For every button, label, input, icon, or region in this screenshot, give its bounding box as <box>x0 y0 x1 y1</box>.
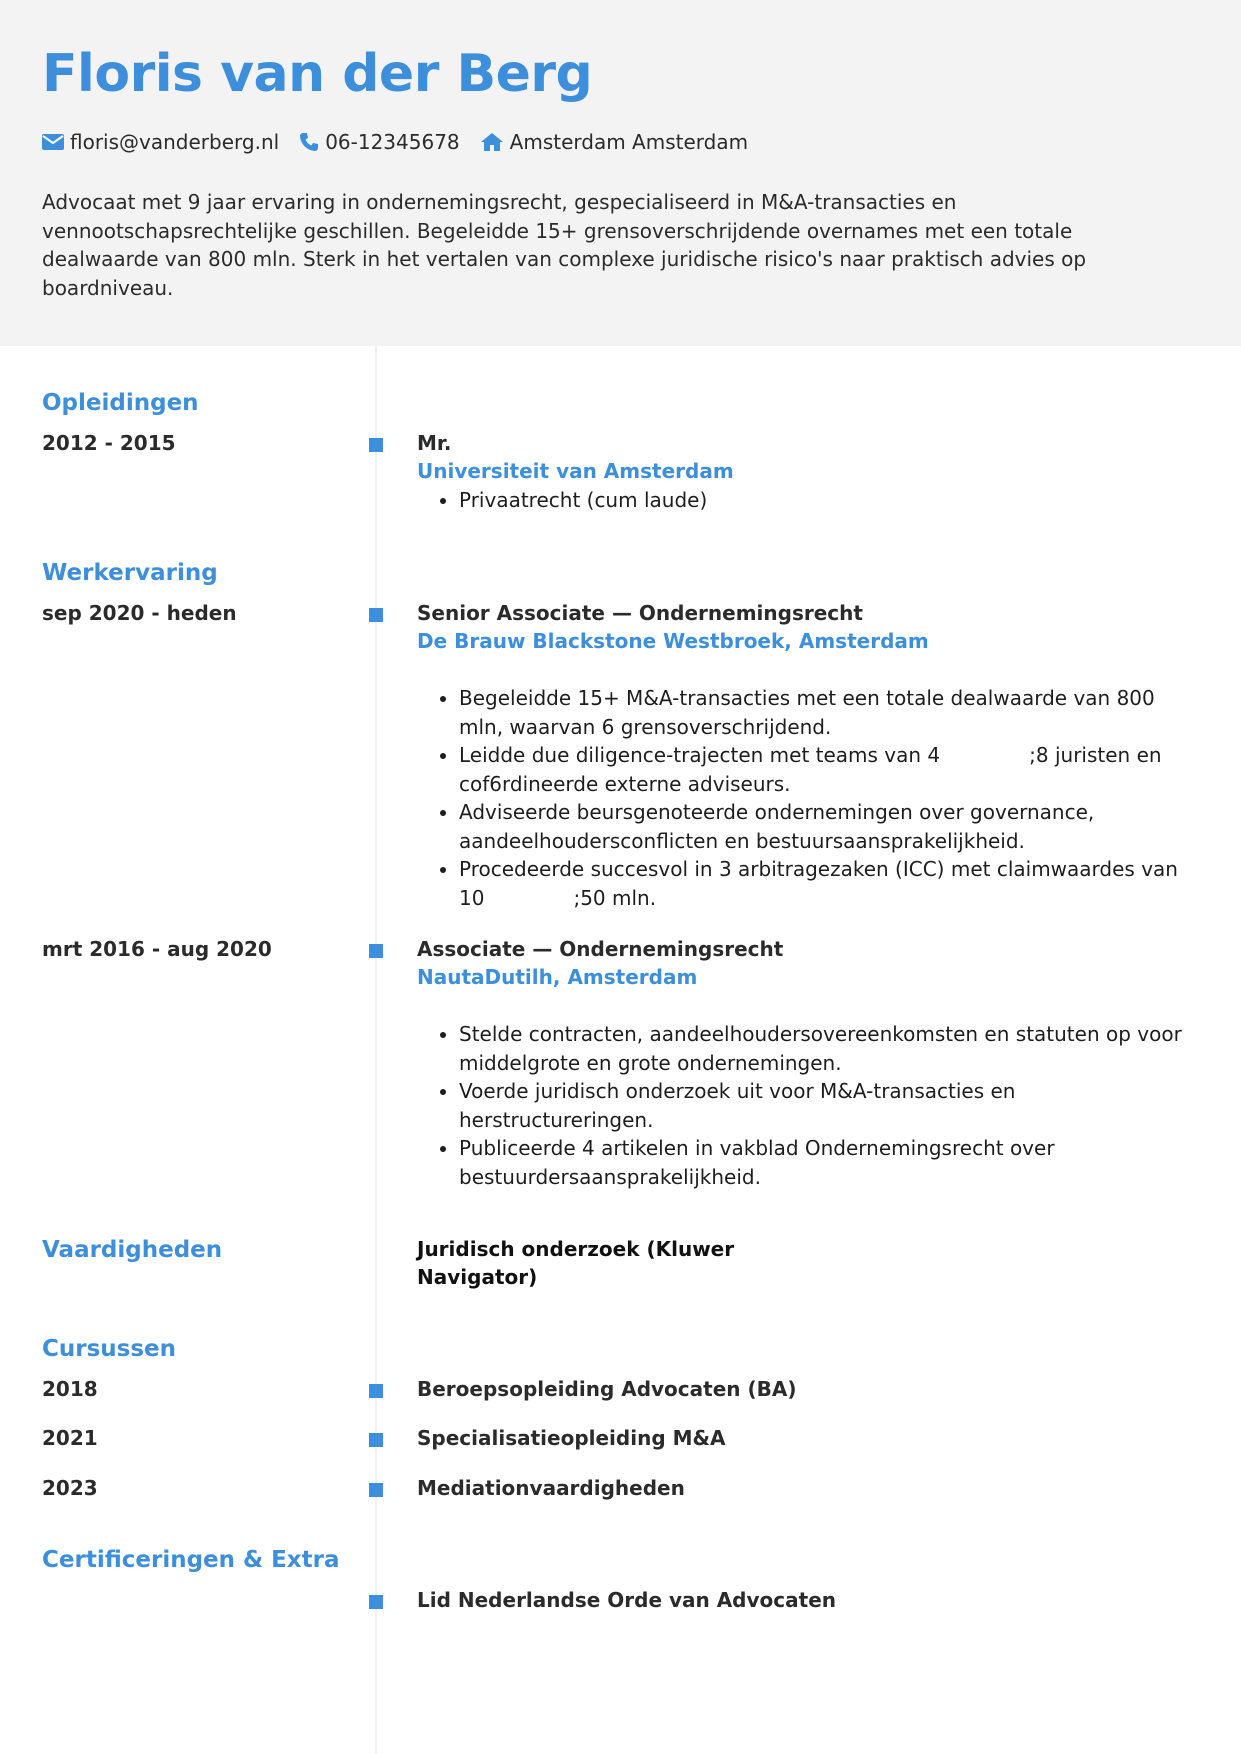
timeline-divider <box>375 346 377 1754</box>
work-company: NautaDutilh, Amsterdam <box>417 965 698 989</box>
bullet-item: • Voerde juridisch onderzoek uit voor M&A-transacties en herstructureringen. <box>459 1077 1197 1134</box>
work-entry <box>417 935 1197 1191</box>
section-title-certifications: Certificeringen & Extra <box>42 1547 340 1573</box>
work-date: mrt 2016 - aug 2020 <box>42 937 272 961</box>
work-bullets <box>417 684 1197 912</box>
work-role: Senior Associate — Ondernemingsrecht <box>417 601 863 625</box>
timeline-marker <box>369 608 383 622</box>
contact-email <box>42 130 279 154</box>
bullet-item: • Adviseerde beursgenoteerde ondernemingen over governance, aandeelhoudersconflicten en bestuursaansprakelijkheid. <box>459 798 1197 855</box>
resume-header <box>0 0 1241 346</box>
section-title-education: Opleidingen <box>42 390 199 416</box>
timeline-marker <box>369 1433 383 1447</box>
phone-text: 06-12345678 <box>325 130 460 154</box>
timeline-marker <box>369 944 383 958</box>
section-title-skills: Vaardigheden <box>42 1237 223 1263</box>
course-date: 2018 <box>42 1377 98 1401</box>
education-bullets <box>417 486 1197 515</box>
bullet-item: • Stelde contracten, aandeelhoudersovereenkomsten en statuten op voor middelgrote en grote ondernemingen. <box>459 1020 1197 1077</box>
email-text: floris@vanderberg.nl <box>70 130 280 154</box>
contact-bar <box>42 128 768 156</box>
envelope-icon <box>42 134 64 150</box>
course-entry <box>417 1375 1197 1403</box>
bullet-item: • Privaatrecht (cum laude) <box>459 486 1197 515</box>
course-name: Beroepsopleiding Advocaten (BA) <box>417 1377 797 1401</box>
bullet-item: • Leidde due diligence-trajecten met teams van 4 ;8 juristen en cof6rdineerde externe adviseurs. <box>459 741 1197 798</box>
timeline-marker <box>369 1595 383 1609</box>
bullet-item: • Begeleidde 15+ M&A-transacties met een totale dealwaarde van 800 mln, waarvan 6 grensoverschrijdend. <box>459 684 1197 741</box>
work-bullets <box>417 1020 1197 1191</box>
phone-icon <box>299 132 319 152</box>
home-icon <box>480 132 504 152</box>
work-entry <box>417 599 1197 912</box>
candidate-name: Floris van der Berg <box>42 44 593 104</box>
section-title-courses: Cursussen <box>42 1336 177 1362</box>
work-company: De Brauw Blackstone Westbroek, Amsterdam <box>417 629 929 653</box>
timeline-marker <box>369 438 383 452</box>
course-name: Specialisatieopleiding M&A <box>417 1426 726 1450</box>
bullet-item: • Procedeerde succesvol in 3 arbitragezaken (ICC) met claimwaardes van 10 ;50 mln. <box>459 855 1197 912</box>
bullet-item: • Publiceerde 4 artikelen in vakblad Ondernemingsrecht over bestuurdersaansprakelijkheid. <box>459 1134 1197 1191</box>
education-degree: Mr. <box>417 431 452 455</box>
work-role: Associate — Ondernemingsrecht <box>417 937 784 961</box>
timeline-marker <box>369 1483 383 1497</box>
section-title-work: Werkervaring <box>42 560 218 586</box>
timeline-marker <box>369 1384 383 1398</box>
contact-location <box>480 130 748 154</box>
contact-phone <box>299 130 459 154</box>
course-entry <box>417 1474 1197 1502</box>
education-date: 2012 - 2015 <box>42 431 176 455</box>
education-school: Universiteit van Amsterdam <box>417 459 734 483</box>
course-date: 2021 <box>42 1426 98 1450</box>
course-date: 2023 <box>42 1476 98 1500</box>
location-text: Amsterdam Amsterdam <box>509 130 749 154</box>
certification-entry <box>417 1586 1197 1614</box>
certification-name: Lid Nederlandse Orde van Advocaten <box>417 1588 836 1612</box>
course-name: Mediationvaardigheden <box>417 1476 685 1500</box>
education-entry <box>417 429 1197 515</box>
work-date: sep 2020 - heden <box>42 601 237 625</box>
profile-summary: Advocaat met 9 jaar ervaring in ondernemingsrecht, gespecialiseerd in M&A-transacties en vennootschapsrechtelijke geschillen. Begeleidde 15+ grensoverschrijdende overnames met een totale dealwaarde van 800 mln. Sterk in het vertalen van complexe juridische risico's naar praktisch advies op boardniveau. <box>42 190 1087 300</box>
course-entry <box>417 1424 1197 1452</box>
skill-item: Juridisch onderzoek (Kluwer Navigator) <box>417 1237 735 1289</box>
